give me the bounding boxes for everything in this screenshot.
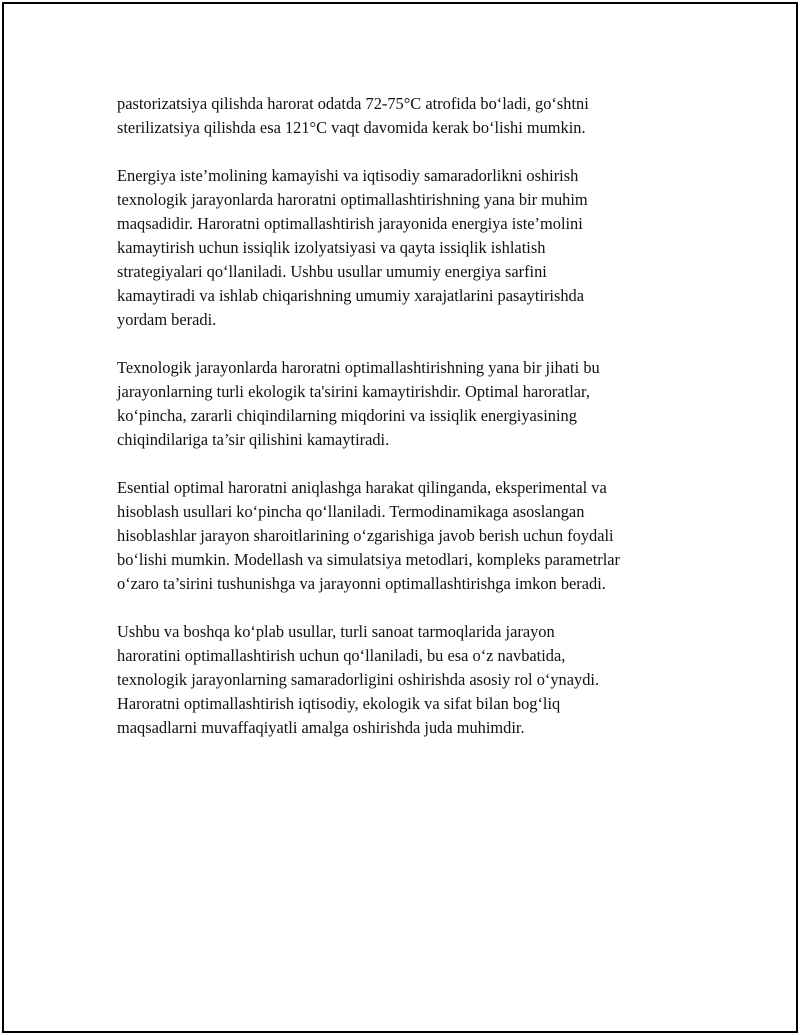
text-line: texnologik jarayonlarda haroratni optimallashtirishning yana bir muhim [117,190,588,209]
text-line: Haroratni optimallashtirish iqtisodiy, ekologik va sifat bilan bog‘liq [117,694,561,713]
text-line: haroratini optimallashtirish uchun qo‘llaniladi, bu esa o‘z navbatida, [117,646,566,665]
document-body [117,92,677,764]
text-line: pastorizatsiya qilishda harorat odatda 72-75°C atrofida bo‘ladi, go‘shtni [117,94,589,113]
text-line: yordam beradi. [117,310,217,329]
text-line: sterilizatsiya qilishda esa 121°C vaqt davomida kerak bo‘lishi mumkin. [117,118,586,137]
text-line: hisoblashlar jarayon sharoitlarining o‘zgarishiga javob berish uchun foydali [117,526,614,545]
text-line: Ushbu va boshqa ko‘plab usullar, turli sanoat tarmoqlarida jarayon [117,622,555,641]
paragraph-4 [117,476,677,596]
paragraph-5 [117,620,677,740]
text-line: o‘zaro ta’sirini tushunishga va jarayonni optimallashtirishga imkon beradi. [117,574,606,593]
text-line: Texnologik jarayonlarda haroratni optimallashtirishning yana bir jihati bu [117,358,600,377]
text-line: Energiya iste’molining kamayishi va iqtisodiy samaradorlikni oshirish [117,166,579,185]
text-line: ko‘pincha, zararli chiqindilarning miqdorini va issiqlik energiyasining [117,406,577,425]
paragraph-2 [117,164,677,332]
text-line: strategiyalari qo‘llaniladi. Ushbu usullar umumiy energiya sarfini [117,262,547,281]
text-line: texnologik jarayonlarning samaradorligini oshirishda asosiy rol o‘ynaydi. [117,670,600,689]
text-line: kamaytirish uchun issiqlik izolyatsiyasi va qayta issiqlik ishlatish [117,238,546,257]
text-line: hisoblash usullari ko‘pincha qo‘llaniladi. Termodinamikaga asoslangan [117,502,585,521]
text-line: Esential optimal haroratni aniqlashga harakat qilinganda, eksperimental va [117,478,607,497]
text-line: kamaytiradi va ishlab chiqarishning umumiy xarajatlarini pasaytirishda [117,286,585,305]
text-line: jarayonlarning turli ekologik ta'sirini kamaytirishdir. Optimal haroratlar, [117,382,590,401]
paragraph-1 [117,92,677,140]
text-line: bo‘lishi mumkin. Modellash va simulatsiya metodlari, kompleks parametrlar [117,550,621,569]
paragraph-3 [117,356,677,452]
text-line: maqsadidir. Haroratni optimallashtirish jarayonida energiya iste’molini [117,214,583,233]
text-line: maqsadlarni muvaffaqiyatli amalga oshirishda juda muhimdir. [117,718,525,737]
text-line: chiqindilariga ta’sir qilishini kamaytiradi. [117,430,390,449]
